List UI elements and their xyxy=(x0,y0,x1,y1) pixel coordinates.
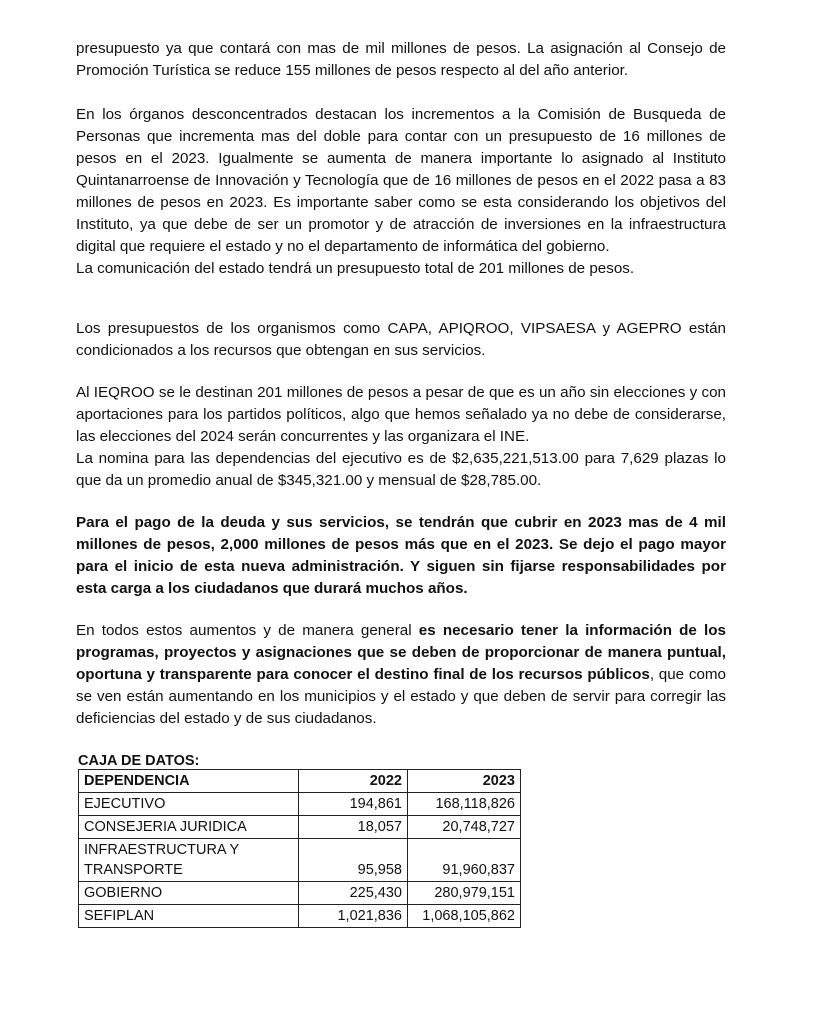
paragraph-text: La comunicación del estado tendrá un presupuesto total de 201 millones de pesos. xyxy=(76,260,635,277)
paragraph-text: En los órganos desconcentrados destacan los incrementos a la Comisión de Busqueda de Personas que incrementa mas del doble para contar con un presupuesto de 16 millones de pesos en el 2023. Igualmente se aumenta de manera importante lo asignado al Instituto Quintanarroense de Innovación y Tecnología que de 16 millones de pesos en el 2022 pasa a 83 millones de pesos en 2023. Es importante saber como se esta considerando los objetivos del Instituto, ya que debe de ser un promotor y de atracción de inversiones en la infraestructura digital que requiere el estado y no el departamento de informática del gobierno. xyxy=(76,106,726,255)
cell-dependencia: EJECUTIVO xyxy=(79,793,299,816)
paragraph-bold-text: es necesario tener la información de los programas, proyectos y asignaciones que se deben de proporcionar de manera puntual, oportuna y transparente para conocer el destino final de los recursos públicos xyxy=(76,622,726,683)
paragraph-deuda xyxy=(76,512,726,600)
cell-2023: 1,068,105,862 xyxy=(408,905,521,928)
cell-2022: 95,958 xyxy=(299,839,408,882)
cell-2023: 91,960,837 xyxy=(408,839,521,882)
table-row xyxy=(79,793,521,816)
paragraph-text: presupuesto ya que contará con mas de mil millones de pesos. La asignación al Consejo de Promoción Turística se reduce 155 millones de pesos respecto al del año anterior. xyxy=(76,40,726,79)
paragraph-organos-desconcentrados xyxy=(76,104,726,280)
column-header-2022: 2022 xyxy=(299,770,408,793)
cell-2022: 1,021,836 xyxy=(299,905,408,928)
paragraph-text: Para el pago de la deuda y sus servicios, se tendrán que cubrir en 2023 mas de 4 mil millones de pesos, 2,000 millones de pesos más que en el 2023. Se dejo el pago mayor para el inicio de esta nueva administración. Y siguen sin fijarse responsabilidades por esta carga a los ciudadanos que durará muchos años. xyxy=(76,514,726,597)
table-header-row xyxy=(79,770,521,793)
paragraph-conclusion xyxy=(76,620,726,730)
cell-dependencia: CONSEJERIA JURIDICA xyxy=(79,816,299,839)
paragraph-organismos xyxy=(76,318,726,362)
paragraph-budget-intro xyxy=(76,38,726,82)
cell-dependencia: GOBIERNO xyxy=(79,882,299,905)
table-row xyxy=(79,905,521,928)
paragraph-text: Los presupuestos de los organismos como CAPA, APIQROO, VIPSAESA y AGEPRO están condicionados a los recursos que obtengan en sus servicios. xyxy=(76,320,726,359)
paragraph-text: La nomina para las dependencias del ejecutivo es de $2,635,221,513.00 para 7,629 plazas lo que da un promedio anual de $345,321.00 y mensual de $28,785.00. xyxy=(76,450,726,489)
table-row xyxy=(79,816,521,839)
cell-dependencia: SEFIPLAN xyxy=(79,905,299,928)
cell-2023: 280,979,151 xyxy=(408,882,521,905)
cell-2022: 18,057 xyxy=(299,816,408,839)
table-caption: CAJA DE DATOS: xyxy=(78,753,200,769)
column-header-dependencia: DEPENDENCIA xyxy=(79,770,299,793)
paragraph-text: Al IEQROO se le destinan 201 millones de pesos a pesar de que es un año sin elecciones y con aportaciones para los partidos políticos, algo que hemos señalado ya no debe de considerarse, las elecciones del 2024 serán concurrentes y las organizara el INE. xyxy=(76,384,726,445)
column-header-2023: 2023 xyxy=(408,770,521,793)
paragraph-text: En todos estos aumentos y de manera general xyxy=(76,622,419,639)
table-row xyxy=(79,882,521,905)
cell-2022: 194,861 xyxy=(299,793,408,816)
data-table xyxy=(78,769,521,928)
cell-2023: 168,118,826 xyxy=(408,793,521,816)
cell-2022: 225,430 xyxy=(299,882,408,905)
cell-dependencia: INFRAESTRUCTURA Y TRANSPORTE xyxy=(79,839,299,882)
paragraph-ieqroo-nomina xyxy=(76,382,726,492)
table-row xyxy=(79,839,521,882)
cell-2023: 20,748,727 xyxy=(408,816,521,839)
paragraph-text: , que como se ven están aumentando en los municipios y el estado y que deben de servir para corregir las deficiencias del estado y de sus ciudadanos. xyxy=(76,666,727,727)
